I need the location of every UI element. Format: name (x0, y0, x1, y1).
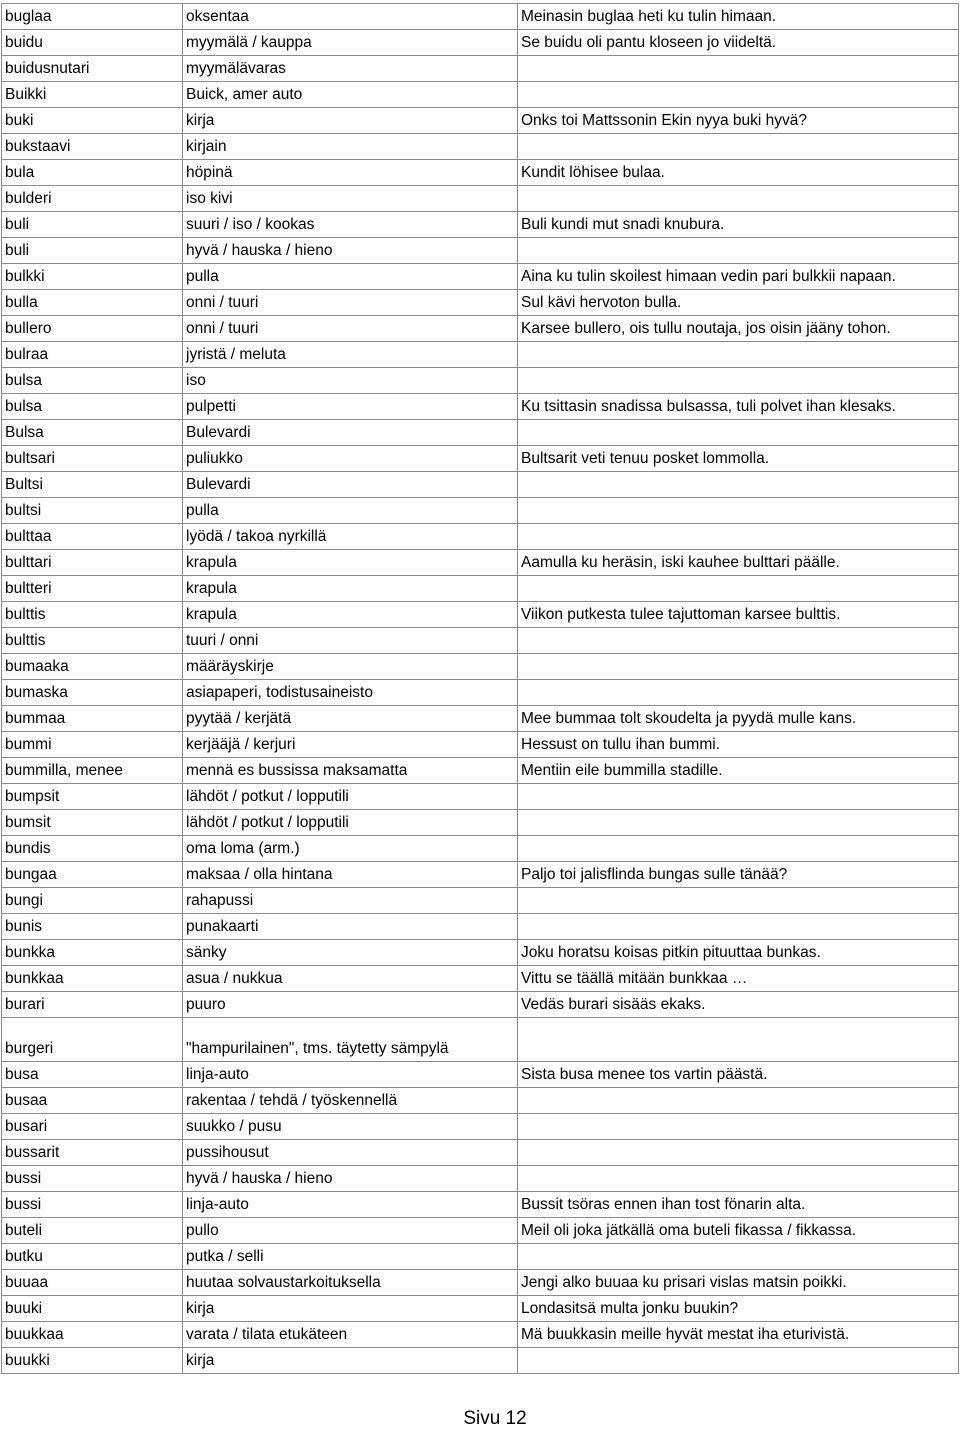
table-row (2, 836, 959, 862)
meaning-cell: asiapaperi, todistusaineisto (183, 680, 518, 706)
table-row (2, 1114, 959, 1140)
word-cell: bula (2, 160, 183, 186)
table-row (2, 134, 959, 160)
table-row (2, 1062, 959, 1088)
meaning-cell: kirjain (183, 134, 518, 160)
example-cell (518, 368, 959, 394)
table-row (2, 784, 959, 810)
table-row (2, 82, 959, 108)
meaning-cell: pussihousut (183, 1140, 518, 1166)
meaning-cell: linja-auto (183, 1062, 518, 1088)
word-cell: busari (2, 1114, 183, 1140)
table-row (2, 680, 959, 706)
example-cell: Meil oli joka jätkällä oma buteli fikassa / fikkassa. (518, 1218, 959, 1244)
word-cell: bultsi (2, 498, 183, 524)
example-cell (518, 1114, 959, 1140)
table-row (2, 732, 959, 758)
word-cell: bukstaavi (2, 134, 183, 160)
meaning-cell: pullo (183, 1218, 518, 1244)
meaning-cell: iso kivi (183, 186, 518, 212)
word-cell: buli (2, 238, 183, 264)
meaning-cell: tuuri / onni (183, 628, 518, 654)
meaning-cell: määräyskirje (183, 654, 518, 680)
meaning-cell: suukko / pusu (183, 1114, 518, 1140)
example-cell (518, 1018, 959, 1062)
meaning-cell: krapula (183, 576, 518, 602)
example-cell: Jengi alko buuaa ku prisari vislas matsin poikki. (518, 1270, 959, 1296)
word-cell: bumaaka (2, 654, 183, 680)
word-cell: bungaa (2, 862, 183, 888)
meaning-cell: puuro (183, 992, 518, 1018)
word-cell: bumsit (2, 810, 183, 836)
word-cell: bulraa (2, 342, 183, 368)
example-cell: Sista busa menee tos vartin päästä. (518, 1062, 959, 1088)
word-cell: busaa (2, 1088, 183, 1114)
table-row (2, 1270, 959, 1296)
meaning-cell: puliukko (183, 446, 518, 472)
example-cell (518, 420, 959, 446)
table-row (2, 160, 959, 186)
word-cell: bunkka (2, 940, 183, 966)
meaning-cell: rahapussi (183, 888, 518, 914)
example-cell (518, 238, 959, 264)
example-cell: Paljo toi jalisflinda bungas sulle tänää? (518, 862, 959, 888)
example-cell (518, 186, 959, 212)
meaning-cell: Bulevardi (183, 472, 518, 498)
word-cell: bulttaa (2, 524, 183, 550)
example-cell: Mentiin eile bummilla stadille. (518, 758, 959, 784)
word-cell: bunis (2, 914, 183, 940)
word-cell: bummi (2, 732, 183, 758)
meaning-cell: oma loma (arm.) (183, 836, 518, 862)
example-cell: Meinasin buglaa heti ku tulin himaan. (518, 4, 959, 30)
table-row (2, 472, 959, 498)
word-cell: bulderi (2, 186, 183, 212)
table-row (2, 602, 959, 628)
word-cell: buukkaa (2, 1322, 183, 1348)
meaning-cell: myymälävaras (183, 56, 518, 82)
example-cell: Se buidu oli pantu kloseen jo viideltä. (518, 30, 959, 56)
table-row (2, 186, 959, 212)
table-body (2, 4, 959, 1374)
example-cell (518, 1348, 959, 1374)
meaning-cell: linja-auto (183, 1192, 518, 1218)
word-cell: bulsa (2, 368, 183, 394)
word-cell: buuki (2, 1296, 183, 1322)
word-cell: Buikki (2, 82, 183, 108)
example-cell (518, 576, 959, 602)
table-row (2, 1218, 959, 1244)
word-cell: bullero (2, 316, 183, 342)
table-row (2, 524, 959, 550)
example-cell: Mee bummaa tolt skoudelta ja pyydä mulle kans. (518, 706, 959, 732)
table-row (2, 1018, 959, 1062)
example-cell (518, 342, 959, 368)
table-row (2, 862, 959, 888)
table-row (2, 316, 959, 342)
example-cell (518, 914, 959, 940)
table-row (2, 420, 959, 446)
word-cell: Bulsa (2, 420, 183, 446)
table-row (2, 56, 959, 82)
example-cell (518, 524, 959, 550)
table-row (2, 1244, 959, 1270)
table-row (2, 238, 959, 264)
example-cell: Karsee bullero, ois tullu noutaja, jos oisin jääny tohon. (518, 316, 959, 342)
table-row (2, 706, 959, 732)
example-cell (518, 1140, 959, 1166)
table-row (2, 550, 959, 576)
word-cell: bussi (2, 1166, 183, 1192)
word-cell: butku (2, 1244, 183, 1270)
example-cell: Londasitsä multa jonku buukin? (518, 1296, 959, 1322)
word-cell: buteli (2, 1218, 183, 1244)
table-row (2, 368, 959, 394)
meaning-cell: pulla (183, 498, 518, 524)
word-cell: buli (2, 212, 183, 238)
example-cell: Ku tsittasin snadissa bulsassa, tuli polvet ihan klesaks. (518, 394, 959, 420)
table-row (2, 1322, 959, 1348)
table-row (2, 498, 959, 524)
meaning-cell: "hampurilainen", tms. täytetty sämpylä (183, 1018, 518, 1062)
example-cell (518, 654, 959, 680)
table-row (2, 628, 959, 654)
word-cell: bussi (2, 1192, 183, 1218)
example-cell (518, 784, 959, 810)
table-row (2, 758, 959, 784)
example-cell: Buli kundi mut snadi knubura. (518, 212, 959, 238)
meaning-cell: myymälä / kauppa (183, 30, 518, 56)
meaning-cell: rakentaa / tehdä / työskennellä (183, 1088, 518, 1114)
meaning-cell: krapula (183, 550, 518, 576)
table-row (2, 1140, 959, 1166)
example-cell (518, 498, 959, 524)
table-row (2, 914, 959, 940)
word-cell: bulkki (2, 264, 183, 290)
example-cell (518, 56, 959, 82)
word-cell: bummaa (2, 706, 183, 732)
meaning-cell: kerjääjä / kerjuri (183, 732, 518, 758)
example-cell (518, 134, 959, 160)
meaning-cell: mennä es bussissa maksamatta (183, 758, 518, 784)
slang-dictionary-table (1, 3, 959, 1374)
word-cell: bulttis (2, 602, 183, 628)
word-cell: buukki (2, 1348, 183, 1374)
table-row (2, 576, 959, 602)
word-cell: bulttari (2, 550, 183, 576)
meaning-cell: asua / nukkua (183, 966, 518, 992)
meaning-cell: suuri / iso / kookas (183, 212, 518, 238)
meaning-cell: pulpetti (183, 394, 518, 420)
table-row (2, 654, 959, 680)
meaning-cell: höpinä (183, 160, 518, 186)
example-cell (518, 82, 959, 108)
word-cell: busa (2, 1062, 183, 1088)
table-row (2, 1348, 959, 1374)
meaning-cell: varata / tilata etukäteen (183, 1322, 518, 1348)
example-cell: Mä buukkasin meille hyvät mestat iha eturivistä. (518, 1322, 959, 1348)
meaning-cell: oksentaa (183, 4, 518, 30)
table-row (2, 810, 959, 836)
table-row (2, 30, 959, 56)
example-cell: Sul kävi hervoton bulla. (518, 290, 959, 316)
word-cell: burari (2, 992, 183, 1018)
example-cell: Aamulla ku heräsin, iski kauhee bulttari päälle. (518, 550, 959, 576)
example-cell (518, 628, 959, 654)
table-row (2, 940, 959, 966)
meaning-cell: onni / tuuri (183, 316, 518, 342)
word-cell: bundis (2, 836, 183, 862)
example-cell: Joku horatsu koisas pitkin pituuttaa bunkas. (518, 940, 959, 966)
meaning-cell: kirja (183, 1296, 518, 1322)
meaning-cell: punakaarti (183, 914, 518, 940)
word-cell: bunkkaa (2, 966, 183, 992)
table-row (2, 446, 959, 472)
table-row (2, 888, 959, 914)
meaning-cell: kirja (183, 108, 518, 134)
meaning-cell: Buick, amer auto (183, 82, 518, 108)
table-row (2, 1296, 959, 1322)
example-cell: Viikon putkesta tulee tajuttoman karsee bulttis. (518, 602, 959, 628)
word-cell: bumpsit (2, 784, 183, 810)
word-cell: bungi (2, 888, 183, 914)
example-cell: Kundit löhisee bulaa. (518, 160, 959, 186)
meaning-cell: onni / tuuri (183, 290, 518, 316)
meaning-cell: pulla (183, 264, 518, 290)
example-cell (518, 888, 959, 914)
page-number: Sivu 12 (463, 1408, 527, 1429)
meaning-cell: krapula (183, 602, 518, 628)
meaning-cell: putka / selli (183, 1244, 518, 1270)
table-row (2, 966, 959, 992)
word-cell: bultsari (2, 446, 183, 472)
meaning-cell: kirja (183, 1348, 518, 1374)
table-row (2, 4, 959, 30)
example-cell: Vedäs burari sisääs ekaks. (518, 992, 959, 1018)
meaning-cell: iso (183, 368, 518, 394)
word-cell: bumaska (2, 680, 183, 706)
example-cell: Hessust on tullu ihan bummi. (518, 732, 959, 758)
word-cell: bultteri (2, 576, 183, 602)
example-cell: Vittu se täällä mitään bunkkaa … (518, 966, 959, 992)
word-cell: burgeri (2, 1018, 183, 1062)
meaning-cell: maksaa / olla hintana (183, 862, 518, 888)
word-cell: buuaa (2, 1270, 183, 1296)
example-cell: Onks toi Mattssonin Ekin nyya buki hyvä? (518, 108, 959, 134)
word-cell: bummilla, menee (2, 758, 183, 784)
example-cell (518, 1088, 959, 1114)
example-cell (518, 1166, 959, 1192)
table-row (2, 1192, 959, 1218)
table-row (2, 1088, 959, 1114)
meaning-cell: sänky (183, 940, 518, 966)
word-cell: bussarit (2, 1140, 183, 1166)
table-row (2, 992, 959, 1018)
meaning-cell: pyytää / kerjätä (183, 706, 518, 732)
table-row (2, 264, 959, 290)
table-row (2, 1166, 959, 1192)
word-cell: buki (2, 108, 183, 134)
example-cell (518, 680, 959, 706)
meaning-cell: huutaa solvaustarkoituksella (183, 1270, 518, 1296)
example-cell: Aina ku tulin skoilest himaan vedin pari bulkkii napaan. (518, 264, 959, 290)
word-cell: bulla (2, 290, 183, 316)
meaning-cell: lyödä / takoa nyrkillä (183, 524, 518, 550)
example-cell (518, 836, 959, 862)
word-cell: buidu (2, 30, 183, 56)
example-cell: Bussit tsöras ennen ihan tost fönarin alta. (518, 1192, 959, 1218)
word-cell: Bultsi (2, 472, 183, 498)
table-row (2, 212, 959, 238)
word-cell: buglaa (2, 4, 183, 30)
word-cell: bulttis (2, 628, 183, 654)
example-cell (518, 1244, 959, 1270)
meaning-cell: lähdöt / potkut / lopputili (183, 810, 518, 836)
word-cell: buidusnutari (2, 56, 183, 82)
word-cell: bulsa (2, 394, 183, 420)
meaning-cell: jyristä / meluta (183, 342, 518, 368)
meaning-cell: hyvä / hauska / hieno (183, 238, 518, 264)
meaning-cell: hyvä / hauska / hieno (183, 1166, 518, 1192)
example-cell (518, 472, 959, 498)
meaning-cell: Bulevardi (183, 420, 518, 446)
table-row (2, 342, 959, 368)
table-row (2, 290, 959, 316)
meaning-cell: lähdöt / potkut / lopputili (183, 784, 518, 810)
example-cell: Bultsarit veti tenuu posket lommolla. (518, 446, 959, 472)
table-row (2, 394, 959, 420)
table-row (2, 108, 959, 134)
example-cell (518, 810, 959, 836)
